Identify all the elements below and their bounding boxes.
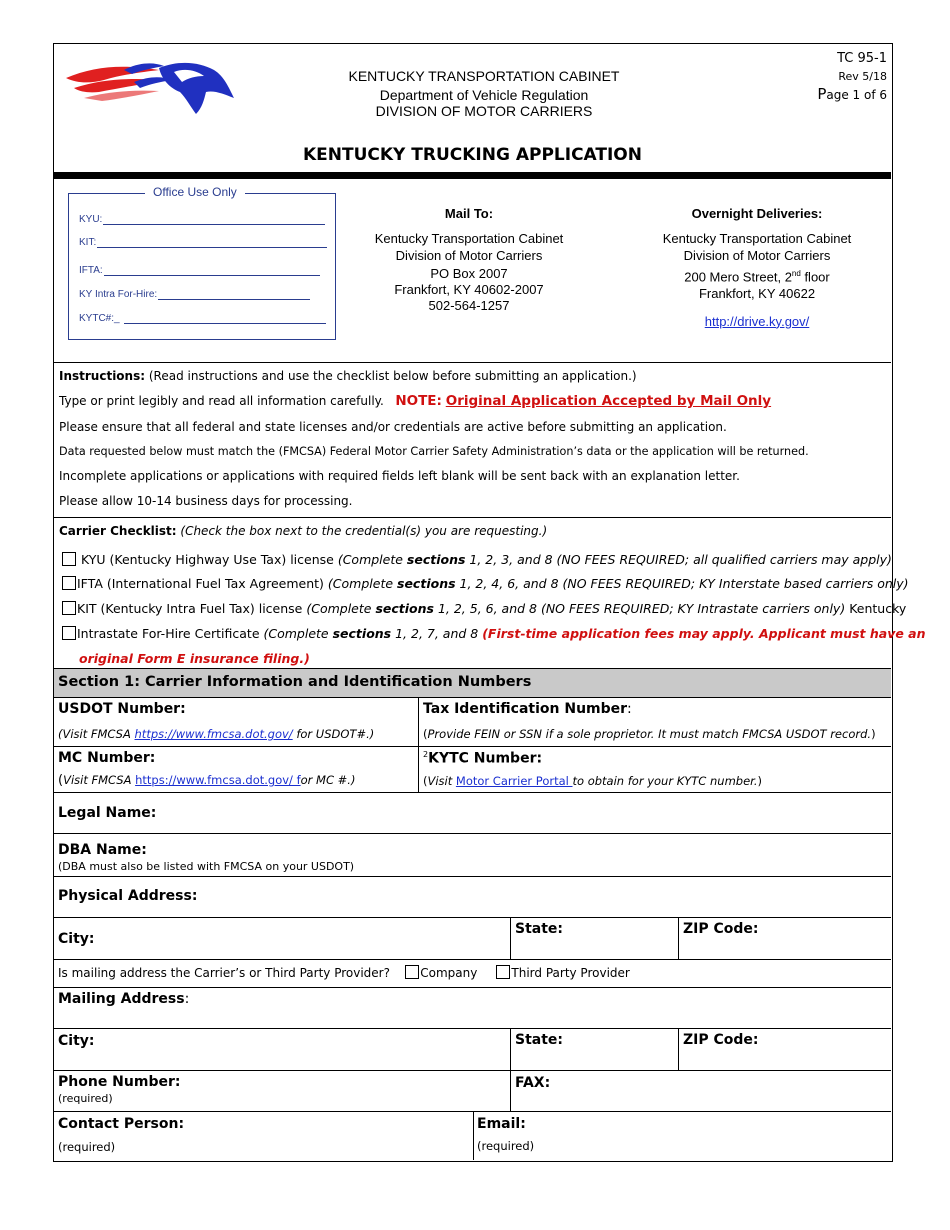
physical-zip-label: ZIP Code: (683, 921, 759, 937)
office-field-kytc: KYTC#:_ (79, 313, 326, 324)
physical-address-label: Physical Address: (58, 888, 198, 904)
checklist-red-continuation: original Form E insurance filing.) (79, 651, 310, 666)
mail-to-block (344, 205, 594, 313)
mc-number-cell[interactable] (54, 746, 419, 793)
contact-required-note: (required) (58, 1140, 116, 1154)
agency-block (284, 68, 684, 119)
dba-name-label: DBA Name: (58, 842, 147, 858)
note-label: NOTE: (395, 393, 442, 409)
mailing-question-row (54, 960, 891, 988)
page-label: age 1 of 6 (826, 88, 887, 102)
agency-name: KENTUCKY TRANSPORTATION CABINET (348, 68, 620, 84)
mailing-state-label: State: (515, 1032, 564, 1048)
division-name: DIVISION OF MOTOR CARRIERS (375, 103, 593, 119)
mailing-question: Is mailing address the Carrier’s or Third Party Provider? Company Third Party Provider (58, 966, 630, 980)
kyu-checkbox[interactable] (62, 552, 76, 566)
office-field-kit: KIT: (79, 237, 327, 248)
tax-id-cell[interactable] (419, 698, 891, 746)
fmcsa-mc-link[interactable]: https://www.fmcsa.dot.gov/ f (135, 773, 301, 787)
carrier-checklist (54, 518, 926, 668)
contact-label: Contact Person: (58, 1116, 185, 1132)
kytc-number-cell[interactable] (419, 746, 891, 793)
office-field-ifta: IFTA: (79, 265, 320, 276)
checklist-item-kit: KIT (Kentucky Intra Fuel Tax) license (Complete sections 1, 2, 5, 6, and 8 (NO FEES REQUIRED; KY Intrastate carriers only) Kentucky (62, 601, 906, 616)
overnight-block (632, 205, 882, 330)
mail-to-line: Frankfort, KY 40602-2007 (394, 282, 544, 297)
checklist-item-kyu: KYU (Kentucky Highway Use Tax) license (Complete sections 1, 2, 3, and 8 (NO FEES REQUIRED; all qualified carriers may apply) (62, 552, 892, 567)
instructions-line-5: Incomplete applications or applications with required fields left blank will be sent back with an explanation letter. (59, 469, 740, 483)
dba-note: (DBA must also be listed with FMCSA on your USDOT) (58, 860, 355, 873)
note-text: Original Application Accepted by Mail Only (445, 393, 772, 409)
fmcsa-link[interactable]: https://www.fmcsa.dot.gov/ (134, 727, 293, 741)
instructions-line-1: Instructions: (Read instructions and use the checklist below before submitting an application.) (59, 369, 637, 383)
ifta-checkbox[interactable] (62, 576, 76, 590)
office-field-kyu: KYU: (79, 214, 325, 225)
instructions-line-3: Please ensure that all federal and state licenses and/or credentials are active before submitting an application. (59, 420, 727, 434)
overnight-line: Kentucky Transportation Cabinet (662, 230, 852, 246)
mc-hint: (Visit FMCSA https://www.fmcsa.dot.gov/ for MC #.) (58, 773, 356, 788)
physical-zip-cell[interactable] (679, 918, 891, 960)
mailing-address-label: Mailing Address: (58, 991, 190, 1007)
department-name: Department of Vehicle Regulation (379, 87, 589, 103)
physical-state-label: State: (515, 921, 564, 937)
usdot-label: USDOT Number: (58, 701, 186, 717)
mail-to-heading: Mail To: (444, 206, 494, 221)
usdot-hint: (Visit FMCSA https://www.fmcsa.dot.gov/ for USDOT#.) (58, 727, 375, 741)
legal-name-cell[interactable] (54, 793, 891, 834)
email-label: Email: (477, 1116, 526, 1132)
office-use-box (68, 185, 336, 340)
mail-to-line: Division of Motor Carriers (395, 248, 543, 263)
form-revision: Rev 5/18 (838, 70, 887, 83)
email-cell[interactable] (474, 1112, 891, 1160)
usdot-cell[interactable] (54, 698, 419, 746)
overnight-heading: Overnight Deliveries: (691, 206, 823, 221)
mail-to-line: PO Box 2007 (430, 265, 508, 281)
page-prefix: P (817, 85, 827, 103)
instructions-line-4: Data requested below must match the (FMCSA) Federal Motor Carrier Safety Administration’s data or the application will be returned. (59, 445, 809, 458)
mail-to-line: Kentucky Transportation Cabinet (374, 230, 564, 246)
checklist-item-intrastate: Intrastate For-Hire Certificate (Complete sections 1, 2, 7, and 8 (First-time application fees may apply. Applicant must have an (62, 626, 926, 641)
instructions-line-2: Type or print legibly and read all information carefully. NOTE: Original Application Accepted by Mail Only (59, 393, 772, 409)
phone-label: Phone Number: (58, 1074, 181, 1090)
checklist-item-ifta: IFTA (International Fuel Tax Agreement) (Complete sections 1, 2, 4, 6, and 8 (NO FEES REQUIRED; KY Interstate based carriers only) (62, 576, 909, 591)
mailing-state-cell[interactable] (511, 1029, 679, 1071)
physical-city-cell[interactable] (54, 918, 511, 960)
form-header (54, 44, 891, 173)
page-title: KENTUCKY TRUCKING APPLICATION (302, 145, 642, 165)
mailing-city-label: City: (58, 1033, 95, 1049)
third-party-checkbox[interactable] (496, 965, 510, 979)
dba-name-cell[interactable] (54, 834, 891, 877)
physical-state-cell[interactable] (511, 918, 679, 960)
overnight-line: Division of Motor Carriers (683, 248, 831, 263)
mailing-zip-cell[interactable] (679, 1029, 891, 1071)
mailing-address-cell[interactable] (54, 988, 891, 1029)
form-meta (817, 50, 887, 104)
kytc-label: $^2$KYTC Number: (423, 750, 543, 767)
tax-id-hint: (Provide FEIN or SSN if a sole proprietor. It must match FMCSA USDOT record.) (423, 727, 876, 741)
tax-id-label: Tax Identification Number: (423, 701, 632, 717)
kentucky-horse-logo (64, 58, 239, 118)
instructions-line-6: Please allow 10-14 business days for processing. (59, 494, 353, 508)
overnight-city: Frankfort, KY 40622 (698, 286, 816, 302)
fax-label: FAX: (515, 1075, 551, 1091)
email-required-note: (required) (477, 1139, 535, 1153)
instructions-block (54, 363, 891, 518)
mail-to-phone: 502-564-1257 (428, 298, 510, 313)
form-id: TC 95-1 (837, 51, 887, 66)
company-checkbox[interactable] (405, 965, 419, 979)
application-form (53, 43, 926, 1162)
contact-person-cell[interactable] (54, 1112, 474, 1160)
kit-checkbox[interactable] (62, 601, 76, 615)
mc-label: MC Number: (58, 750, 156, 766)
overnight-street: 200 Mero Street, 2nd floor (684, 268, 830, 284)
page-number (817, 86, 887, 104)
checklist-label: Carrier Checklist: (Check the box next to the credential(s) you are requesting.) (59, 524, 548, 538)
fax-cell[interactable] (511, 1071, 891, 1112)
phone-required-note: (required) (58, 1092, 113, 1105)
phone-cell[interactable] (54, 1071, 511, 1112)
physical-address-cell[interactable] (54, 877, 891, 918)
section-1-header: Section 1: Carrier Information and Identification Numbers (54, 668, 891, 698)
office-field-intra: KY Intra For-Hire: (79, 289, 310, 300)
mailing-city-cell[interactable] (54, 1029, 511, 1071)
physical-city-label: City: (58, 931, 95, 947)
office-use-title: Office Use Only (145, 185, 245, 199)
kytc-hint: (Visit Motor Carrier Portal to obtain for your KYTC number.) (423, 774, 762, 788)
drive-ky-link[interactable]: http://drive.ky.gov/ (704, 313, 810, 329)
legal-name-label: Legal Name: (58, 805, 157, 821)
mailing-info-block (54, 179, 891, 363)
intrastate-checkbox[interactable] (62, 626, 76, 640)
motor-carrier-portal-link[interactable]: Motor Carrier Portal (455, 774, 573, 788)
mailing-zip-label: ZIP Code: (683, 1032, 759, 1048)
